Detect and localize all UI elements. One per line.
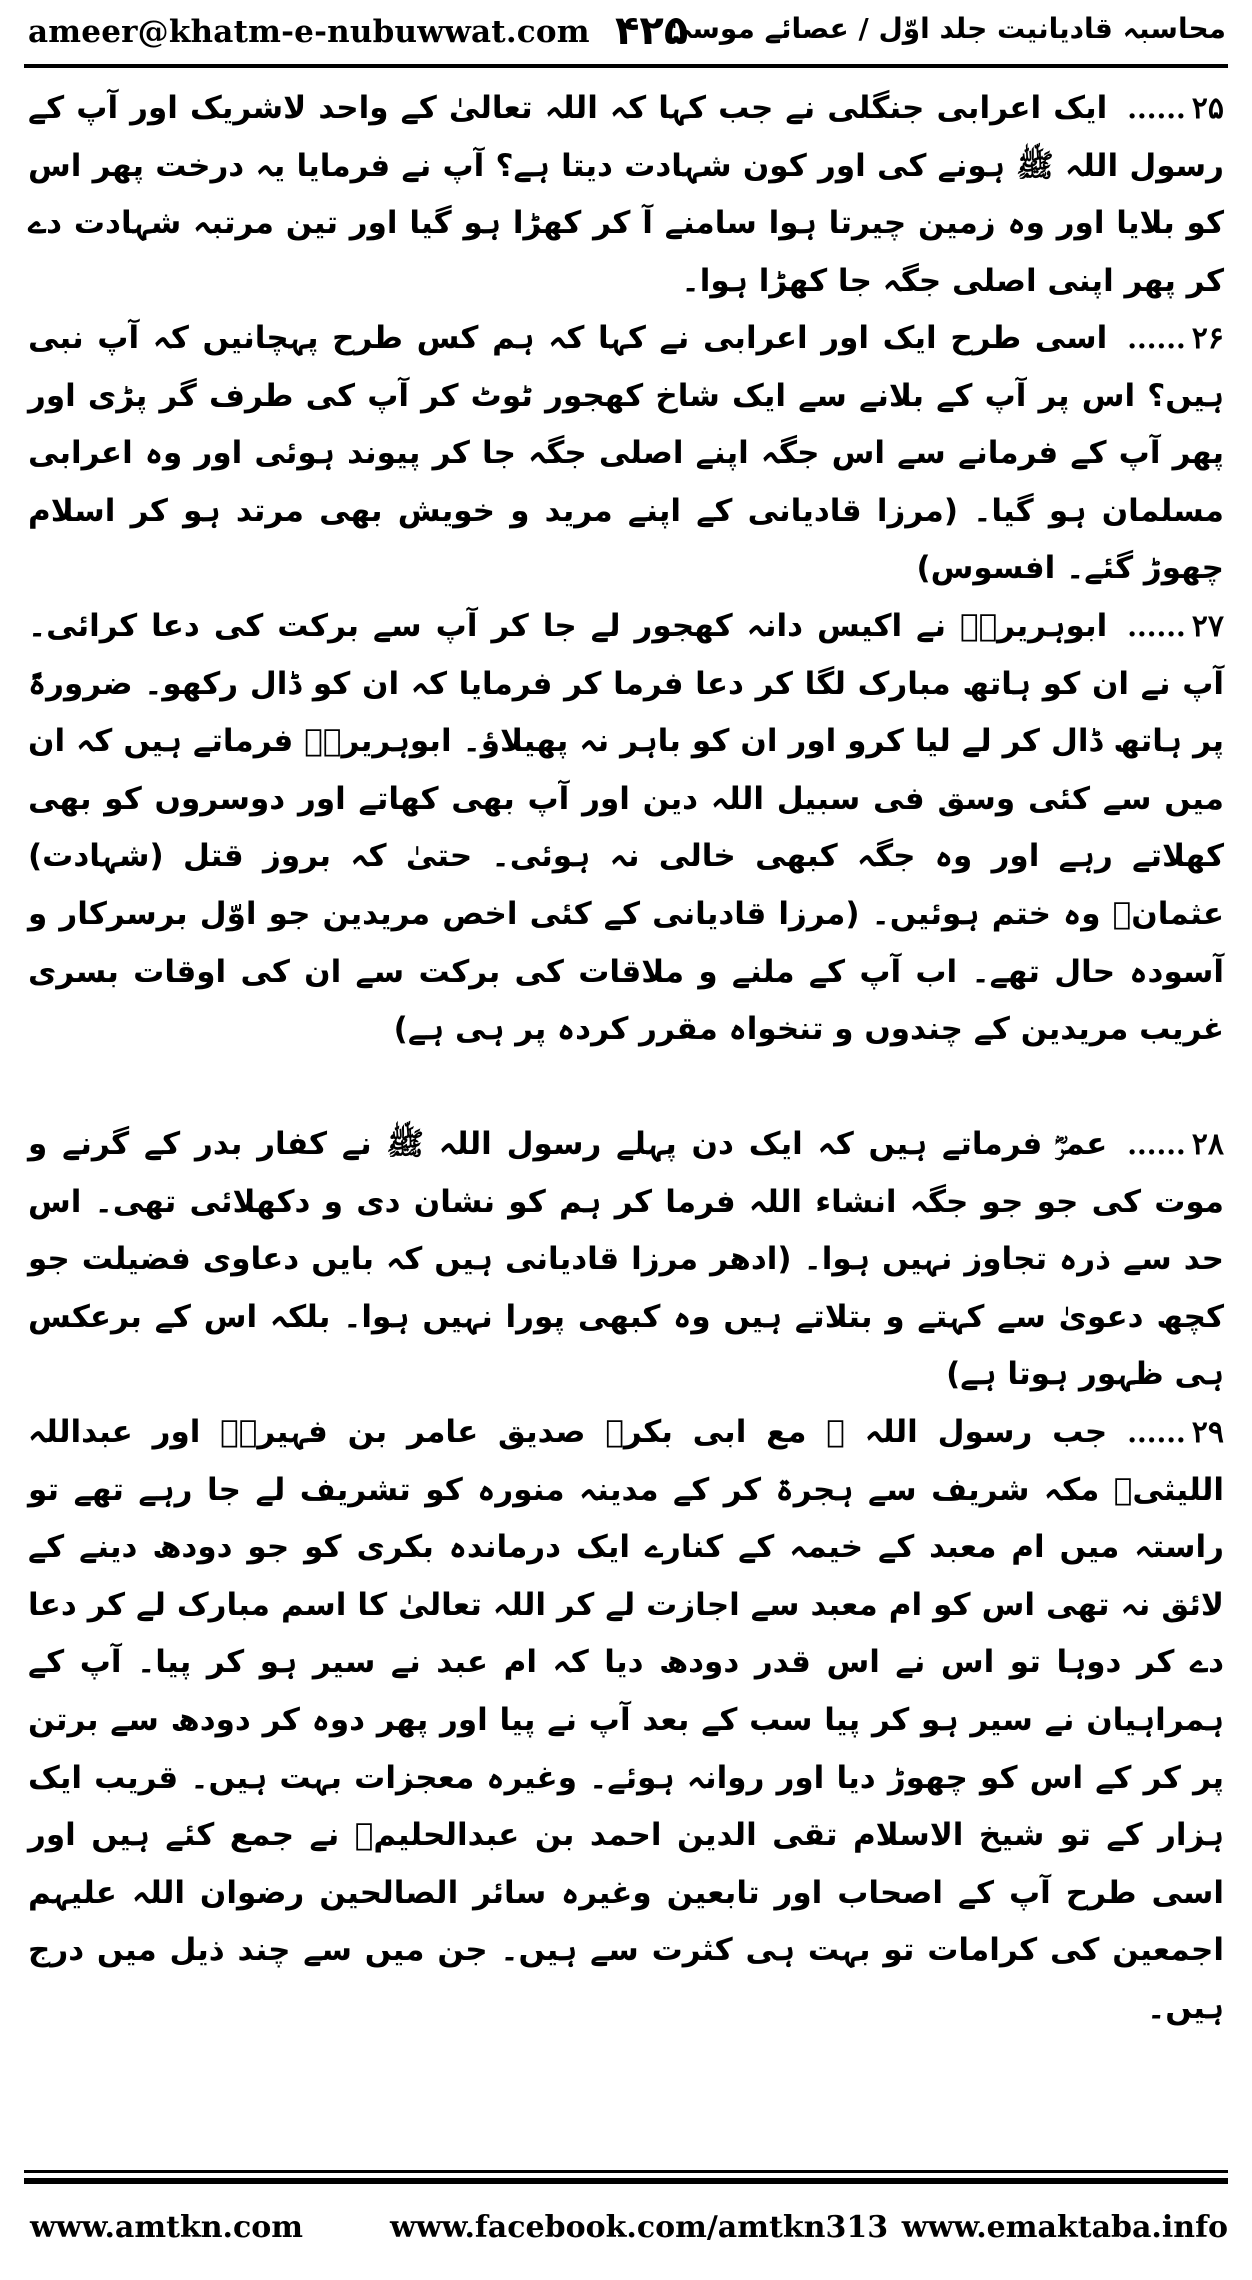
footer-link-emaktaba[interactable]: www.emaktaba.info (901, 2210, 1228, 2245)
paragraph-number: ۲۹ (1191, 1415, 1224, 1450)
paragraph-dots: ...... (1127, 1416, 1186, 1449)
paragraph-number: ۲۸ (1191, 1127, 1224, 1162)
paragraph-25 (28, 80, 1224, 310)
paragraph-dots: ...... (1127, 1128, 1186, 1161)
footer-rule-thick (24, 2178, 1228, 2184)
paragraph-text: جب رسول اللہ ﷺ مع ابی بکرؓ صدیق عامر بن فہیرہؓ اور عبداللہ اللیثیؓ مکہ شریف سے ہجرۃ کر کے مدینہ منورہ کو تشریف لے جا رہے تھے تو راستہ میں ام معبد کے خیمہ کے کنارے ایک درماندہ بکری کو جو دودھ دینے کے لائق نہ تھی اس کو ام معبد سے اجازت لے کر اللہ تعالیٰ کا اسم مبارک لے کر دعا دے کر دوہا تو اس نے اس قدر دودھ دیا کہ ام عبد نے سیر ہو کر پیا۔ آپ کے ہمراہیان نے سیر ہو کر پیا سب کے بعد آپ نے پیا اور پھر دوہ کر دودھ سے برتن پر کر کے اس کو چھوڑ دیا اور روانہ ہوئے۔ وغیرہ معجزات بہت ہیں۔ قریب ایک ہزار کے تو شیخ الاسلام تقی الدین احمد بن عبدالحلیمؒ نے جمع کئے ہیں اور اسی طرح آپ کے اصحاب اور تابعین وغیرہ سائر الصالحین رضوان اللہ علیہم اجمعین کی کرامات تو بہت ہی کثرت سے ہیں۔ جن میں سے چند ذیل میں درج ہیں۔ (28, 1414, 1224, 2026)
paragraph-dots: ...... (1127, 92, 1186, 125)
paragraph-29 (28, 1404, 1224, 2035)
book-title: محاسبہ قادیانیت جلد اوّل / عصائے موسیٰ (664, 12, 1226, 45)
page-header (20, 6, 1232, 58)
paragraph-text: ایک اعرابی جنگلی نے جب کہا کہ اللہ تعالیٰ کے واحد لاشریک اور آپ کے رسول اللہ ﷺ ہونے کی اور کون شہادت دیتا ہے؟ آپ نے فرمایا یہ درخت پھر اس کو بلایا اور وہ زمین چیرتا ہوا سامنے آ کر کھڑا ہو گیا اور تین مرتبہ شہادت دے کر پھر اپنی اصلی جگہ جا کھڑا ہوا۔ (28, 90, 1224, 299)
paragraph-number: ۲۵ (1191, 91, 1224, 126)
paragraph-27 (28, 598, 1224, 1116)
paragraph-text: ابوہریرہؓ نے اکیس دانہ کھجور لے جا کر آپ سے برکت کی دعا کرائی۔ آپ نے ان کو ہاتھ مبارک لگا کر دعا فرما کر فرمایا کہ ان کو ڈال رکھو۔ ضرورۃً پر ہاتھ ڈال کر لے لیا کرو اور ان کو باہر نہ پھیلاؤ۔ ابوہریرہؓ فرماتے ہیں کہ ان میں سے کئی وسق فی سبیل اللہ دین اور آپ بھی کھاتے اور دوسروں کو بھی کھلاتے رہے اور وہ جگہ کبھی خالی نہ ہوئی۔ حتیٰ کہ بروز قتل (شہادت) عثمانؓ وہ ختم ہوئیں۔ (مرزا قادیانی کے کئی اخص مریدین جو اوّل برسرکار و آسودہ حال تھے۔ اب آپ کے ملنے و ملاقات کی برکت سے ان کی اوقات بسری غریب مریدین کے چندوں و تنخواہ مقرر کردہ پر ہی ہے) (28, 608, 1224, 1048)
page-footer (20, 2196, 1232, 2256)
footer-link-amtkn[interactable]: www.amtkn.com (30, 2210, 304, 2245)
paragraph-text: عمرؓ فرماتے ہیں کہ ایک دن پہلے رسول اللہ ﷺ نے کفار بدر کے گرنے و موت کی جو جو جگہ انشاء اللہ فرما کر ہم کو نشان دی و دکھلائی تھی۔ اس حد سے ذرہ تجاوز نہیں ہوا۔ (ادھر مرزا قادیانی ہیں کہ بایں دعاوی فضیلت جو کچھ دعویٰ سے کہتے و بتلاتے ہیں وہ کبھی پورا نہیں ہوا۔ بلکہ اس کے برعکس ہی ظہور ہوتا ہے) (28, 1126, 1224, 1393)
paragraph-dots: ...... (1127, 610, 1186, 643)
footer-link-facebook[interactable]: www.facebook.com/amtkn313 (390, 2210, 889, 2245)
paragraph-26 (28, 310, 1224, 598)
paragraph-number: ۲۶ (1191, 321, 1224, 356)
paragraph-28 (28, 1116, 1224, 1404)
page-number: ۴۲۵ (615, 8, 689, 54)
header-email: ameer@khatm-e-nubuwwat.com (28, 14, 590, 50)
paragraph-text: اسی طرح ایک اور اعرابی نے کہا کہ ہم کس طرح پہچانیں کہ آپ نبی ہیں؟ اس پر آپ کے بلانے سے ایک شاخ کھجور ٹوٹ کر آپ کی طرف گر پڑی اور پھر آپ کے فرمانے سے اس جگہ اپنے اصلی جگہ جا کر پیوند ہوئی اور وہ اعرابی مسلمان ہو گیا۔ (مرزا قادیانی کے اپنے مرید و خویش بھی مرتد ہو کر اسلام چھوڑ گئے۔ افسوس) (28, 320, 1224, 587)
paragraph-dots: ...... (1127, 322, 1186, 355)
header-rule (24, 64, 1228, 68)
footer-rule-thin (24, 2170, 1228, 2173)
page-body (28, 80, 1224, 2035)
paragraph-number: ۲۷ (1191, 609, 1224, 644)
